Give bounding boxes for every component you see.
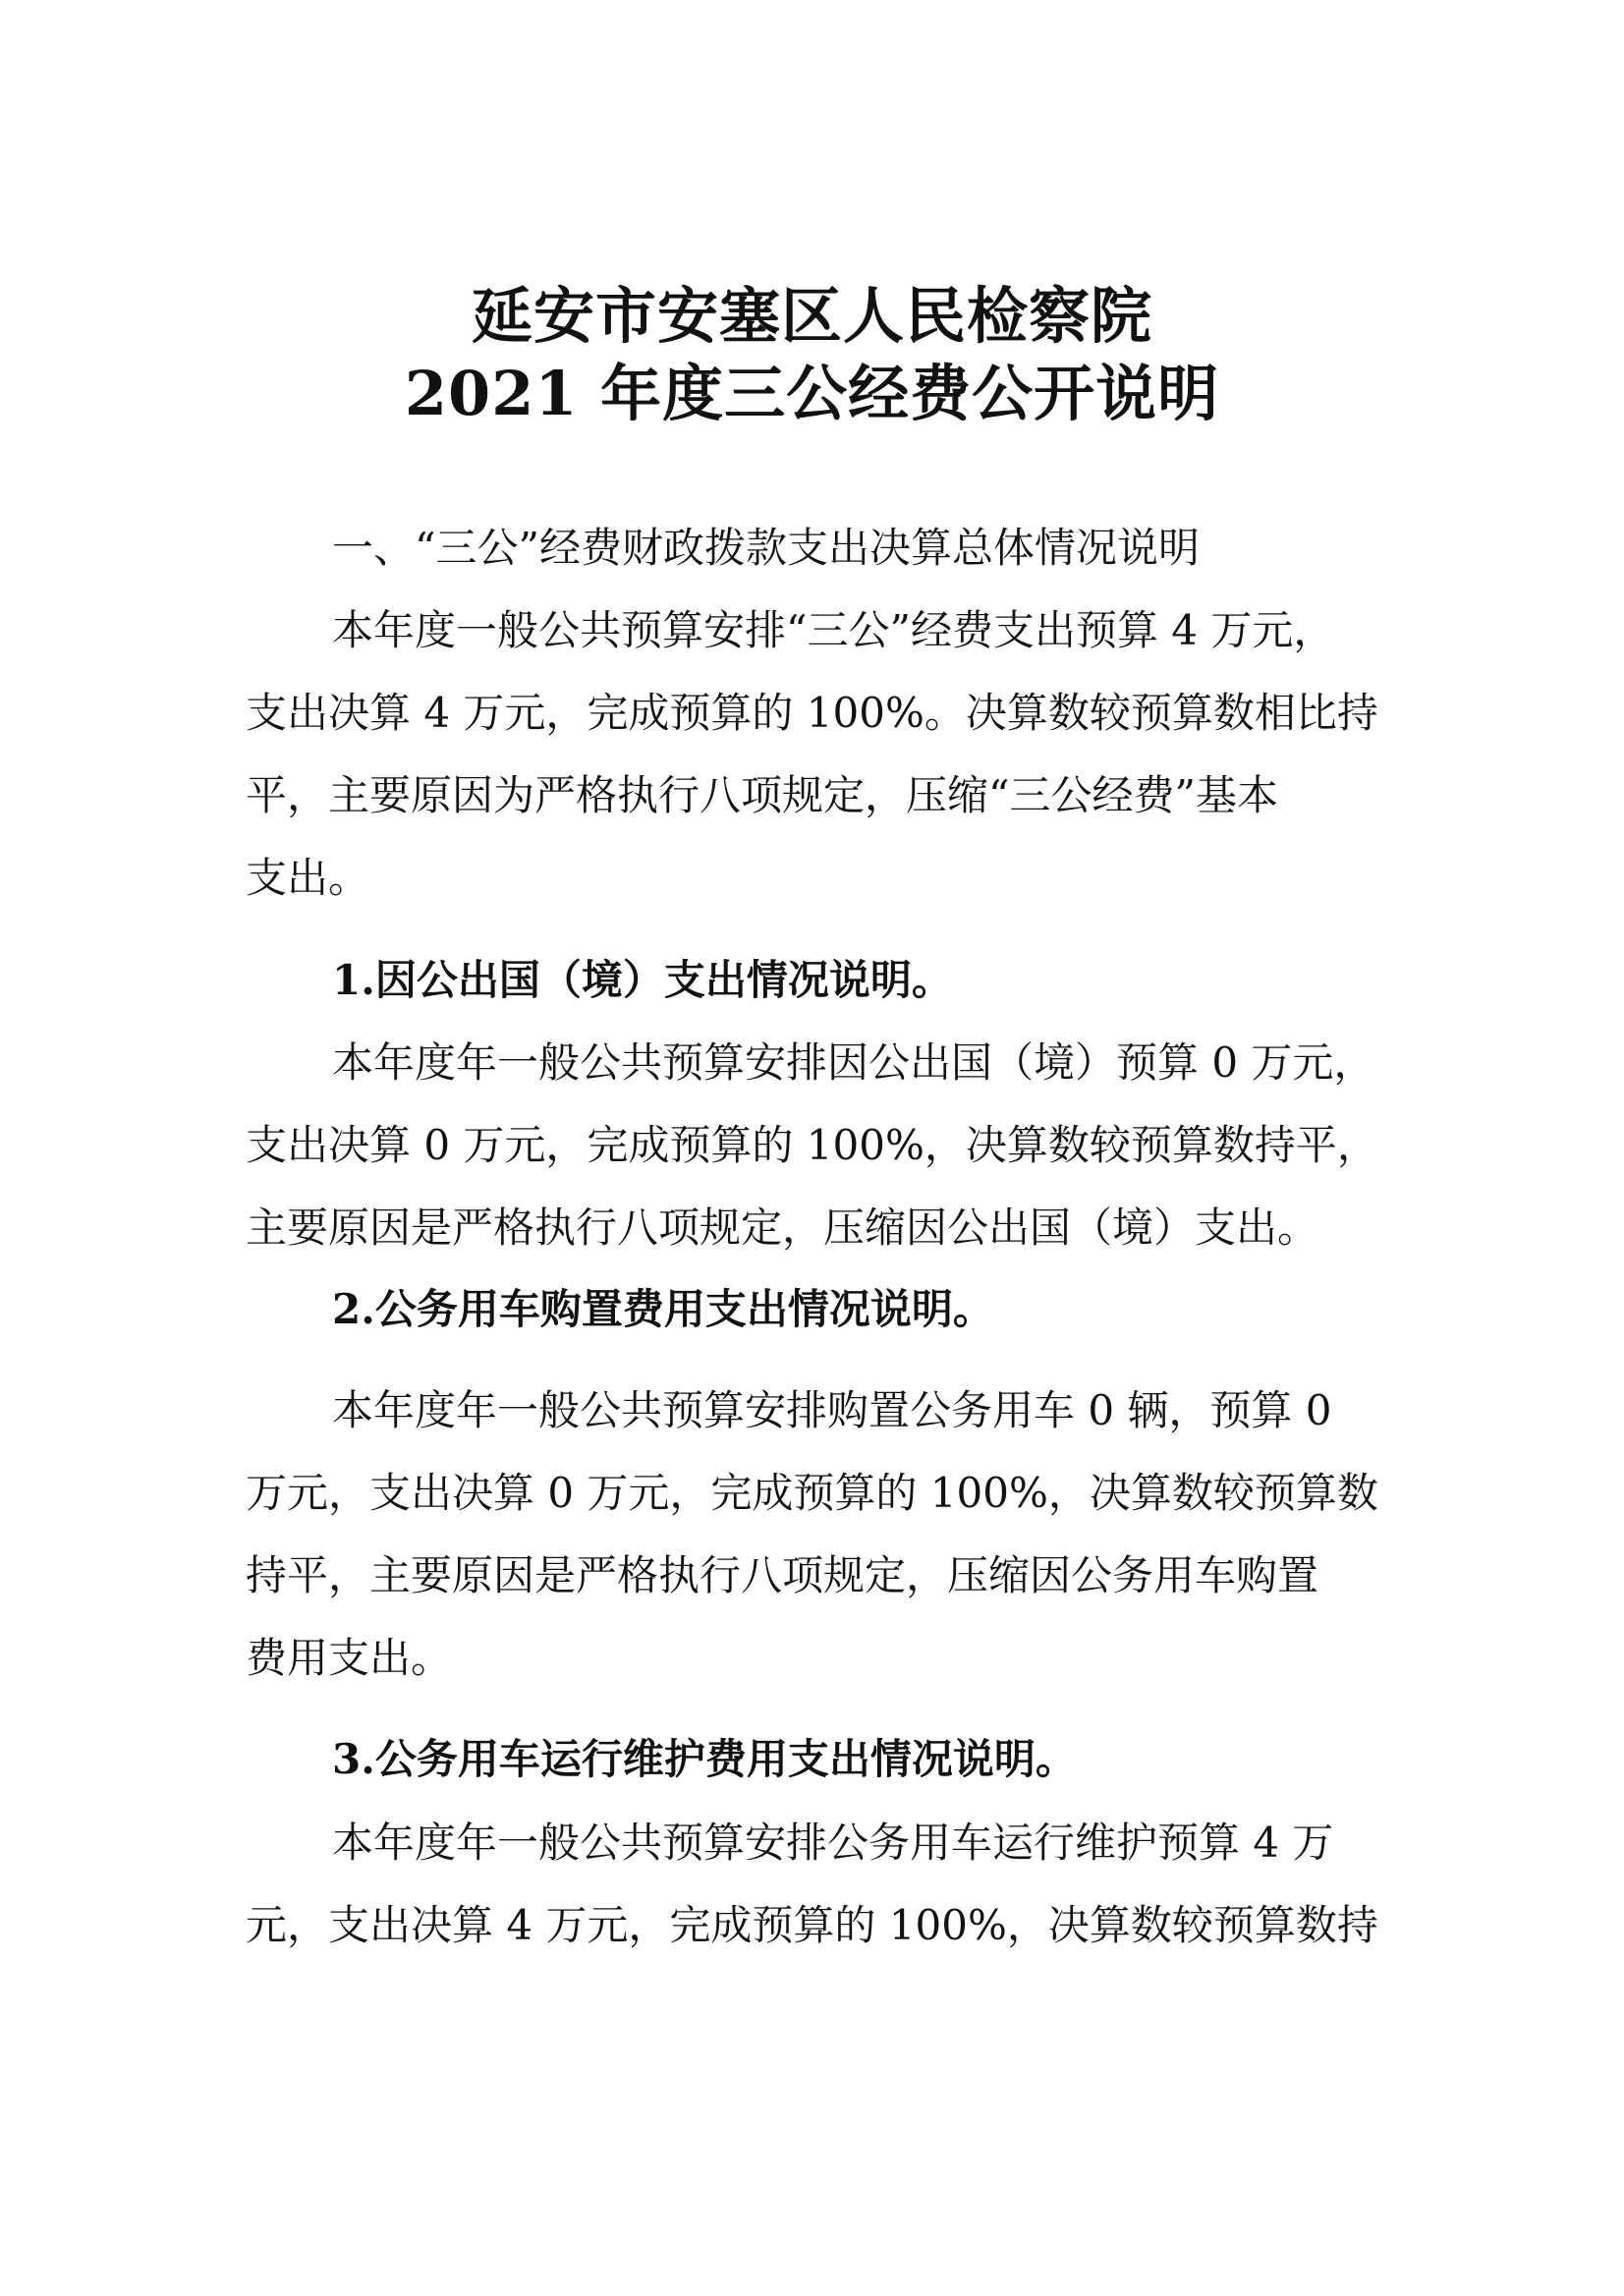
subheading-overseas: 1.因公出国（境）支出情况说明。 bbox=[332, 956, 953, 1004]
paragraph-line: 平，主要原因为严格执行八项规定，压缩“三公经费”基本 bbox=[246, 771, 1278, 819]
paragraph-line: 支出决算 0 万元，完成预算的 100%，决算数较预算数持平， bbox=[246, 1121, 1378, 1169]
paragraph-line: 主要原因是严格执行八项规定，压缩因公出国（境）支出。 bbox=[246, 1204, 1319, 1252]
paragraph-line: 本年度年一般公共预算安排公务用车运行维护预算 4 万 bbox=[332, 1819, 1334, 1867]
paragraph-line: 万元，支出决算 0 万元，完成预算的 100%，决算数较预算数 bbox=[246, 1469, 1378, 1517]
paragraph-line: 费用支出。 bbox=[246, 1634, 453, 1682]
subheading-vehicle-purchase: 2.公务用车购置费用支出情况说明。 bbox=[332, 1285, 994, 1333]
paragraph-line: 元，支出决算 4 万元，完成预算的 100%，决算数较预算数持 bbox=[246, 1901, 1378, 1949]
paragraph-line: 本年度年一般公共预算安排因公出国（境）预算 0 万元， bbox=[332, 1038, 1375, 1087]
paragraph-line: 本年度一般公共预算安排“三公”经费支出预算 4 万元， bbox=[332, 606, 1335, 654]
document-title-line-1: 延安市安塞区人民检察院 bbox=[471, 280, 1152, 352]
paragraph-line: 持平，主要原因是严格执行八项规定，压缩因公务用车购置 bbox=[246, 1551, 1319, 1599]
paragraph-line: 本年度年一般公共预算安排购置公务用车 0 辆，预算 0 bbox=[332, 1386, 1332, 1434]
section-heading-overall: 一、“三公”经费财政拨款支出决算总体情况说明 bbox=[332, 524, 1200, 572]
document-title-line-2: 2021 年度三公经费公开说明 bbox=[404, 358, 1220, 429]
paragraph-line: 支出。 bbox=[246, 854, 370, 902]
subheading-vehicle-maintenance: 3.公务用车运行维护费用支出情况说明。 bbox=[332, 1735, 1077, 1783]
paragraph-line: 支出决算 4 万元，完成预算的 100%。决算数较预算数相比持 bbox=[246, 689, 1378, 737]
